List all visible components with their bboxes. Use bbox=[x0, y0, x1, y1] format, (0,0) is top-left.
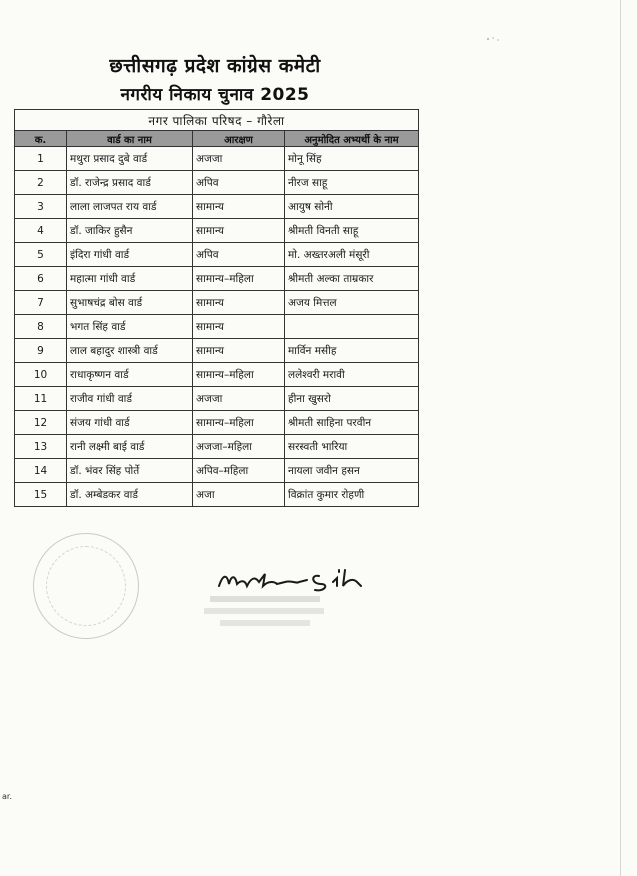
table-row bbox=[15, 387, 419, 411]
ward-candidate-table bbox=[14, 109, 419, 507]
cell-candidate: श्रीमती विनती साहू bbox=[285, 219, 419, 243]
cell-ward: संजय गांधी वार्ड bbox=[67, 411, 193, 435]
cell-number: 4 bbox=[15, 219, 67, 243]
cell-ward: सुभाषचंद्र बोस वार्ड bbox=[67, 291, 193, 315]
cell-ward: लाल बहादुर शास्त्री वार्ड bbox=[67, 339, 193, 363]
cell-number: 10 bbox=[15, 363, 67, 387]
table-row bbox=[15, 363, 419, 387]
cell-reservation: सामान्य bbox=[193, 219, 285, 243]
document-subtitle: नगरीय निकाय चुनाव 2025 bbox=[120, 85, 310, 105]
cell-candidate: सरस्वती भारिया bbox=[285, 435, 419, 459]
cell-candidate: श्रीमती साहिना परवीन bbox=[285, 411, 419, 435]
table-row bbox=[15, 267, 419, 291]
cell-reservation: अपिव bbox=[193, 171, 285, 195]
scan-speck bbox=[486, 36, 500, 42]
cell-reservation: सामान्य–महिला bbox=[193, 363, 285, 387]
cell-candidate: श्रीमती अल्का ताम्रकार bbox=[285, 267, 419, 291]
cell-ward: भगत सिंह वार्ड bbox=[67, 315, 193, 339]
table-row bbox=[15, 243, 419, 267]
cell-reservation: सामान्य–महिला bbox=[193, 411, 285, 435]
cell-reservation: सामान्य–महिला bbox=[193, 267, 285, 291]
cell-ward: रानी लक्ष्मी बाई वार्ड bbox=[67, 435, 193, 459]
cell-reservation: सामान्य bbox=[193, 195, 285, 219]
cell-ward: इंदिरा गांधी वार्ड bbox=[67, 243, 193, 267]
table-row bbox=[15, 315, 419, 339]
cell-ward: राधाकृष्णन वार्ड bbox=[67, 363, 193, 387]
cell-ward: डॉ. राजेन्द्र प्रसाद वार्ड bbox=[67, 171, 193, 195]
cell-reservation: अपिव bbox=[193, 243, 285, 267]
cell-reservation: सामान्य bbox=[193, 315, 285, 339]
cell-number: 2 bbox=[15, 171, 67, 195]
cell-candidate: नीरज साहू bbox=[285, 171, 419, 195]
cell-number: 13 bbox=[15, 435, 67, 459]
cell-candidate: अजय मित्तल bbox=[285, 291, 419, 315]
table-row bbox=[15, 483, 419, 507]
page-edge bbox=[620, 0, 621, 876]
table-row bbox=[15, 435, 419, 459]
column-header-candidate: अनुमोदित अभ्यर्थी के नाम bbox=[285, 131, 419, 147]
cell-ward: महात्मा गांधी वार्ड bbox=[67, 267, 193, 291]
cell-number: 5 bbox=[15, 243, 67, 267]
column-header-reservation: आरक्षण bbox=[193, 131, 285, 147]
cell-ward: डॉ. अम्बेडकर वार्ड bbox=[67, 483, 193, 507]
cell-reservation: अजा bbox=[193, 483, 285, 507]
cell-ward: राजीव गांधी वार्ड bbox=[67, 387, 193, 411]
table-row bbox=[15, 219, 419, 243]
cell-reservation: अजजा bbox=[193, 147, 285, 171]
table-header-row bbox=[15, 131, 419, 147]
party-seal-inner-ring bbox=[46, 546, 126, 626]
table-row bbox=[15, 147, 419, 171]
cell-number: 6 bbox=[15, 267, 67, 291]
table-caption: नगर पालिका परिषद – गौरेला bbox=[15, 110, 419, 131]
cell-number: 11 bbox=[15, 387, 67, 411]
cell-candidate: विक्रांत कुमार रोहणी bbox=[285, 483, 419, 507]
cell-reservation: अजजा bbox=[193, 387, 285, 411]
table-row bbox=[15, 411, 419, 435]
cell-reservation: अजजा–महिला bbox=[193, 435, 285, 459]
table-row bbox=[15, 195, 419, 219]
cell-number: 12 bbox=[15, 411, 67, 435]
cell-ward: डॉ. जाकिर हुसैन bbox=[67, 219, 193, 243]
cell-number: 9 bbox=[15, 339, 67, 363]
cell-reservation: सामान्य bbox=[193, 291, 285, 315]
document-title: छत्तीसगढ़ प्रदेश कांग्रेस कमेटी bbox=[109, 55, 321, 77]
faint-stamp bbox=[200, 592, 330, 632]
cell-candidate: ललेश्वरी मरावी bbox=[285, 363, 419, 387]
cell-candidate bbox=[285, 315, 419, 339]
cell-candidate: मो. अख्तरअली मंसूरी bbox=[285, 243, 419, 267]
cell-number: 14 bbox=[15, 459, 67, 483]
cell-number: 15 bbox=[15, 483, 67, 507]
cell-ward: डॉ. भंवर सिंह पोर्ते bbox=[67, 459, 193, 483]
cell-candidate: नायला जवीन हसन bbox=[285, 459, 419, 483]
cell-number: 1 bbox=[15, 147, 67, 171]
cell-number: 3 bbox=[15, 195, 67, 219]
table-row bbox=[15, 291, 419, 315]
cell-candidate: मार्विन मसीह bbox=[285, 339, 419, 363]
cell-ward: लाला लाजपत राय वार्ड bbox=[67, 195, 193, 219]
cell-candidate: आयुष सोनी bbox=[285, 195, 419, 219]
cell-candidate: मोनू सिंह bbox=[285, 147, 419, 171]
column-header-ward: वार्ड का नाम bbox=[67, 131, 193, 147]
cell-ward: मथुरा प्रसाद दुबे वार्ड bbox=[67, 147, 193, 171]
party-seal bbox=[33, 533, 139, 639]
footer-mark: ar. bbox=[2, 792, 12, 801]
cell-reservation: सामान्य bbox=[193, 339, 285, 363]
cell-candidate: हीना खुसरो bbox=[285, 387, 419, 411]
table-caption-row bbox=[15, 110, 419, 131]
table-row bbox=[15, 459, 419, 483]
cell-number: 8 bbox=[15, 315, 67, 339]
column-header-number: क. bbox=[15, 131, 67, 147]
table-row bbox=[15, 339, 419, 363]
table-row bbox=[15, 171, 419, 195]
cell-reservation: अपिव–महिला bbox=[193, 459, 285, 483]
cell-number: 7 bbox=[15, 291, 67, 315]
